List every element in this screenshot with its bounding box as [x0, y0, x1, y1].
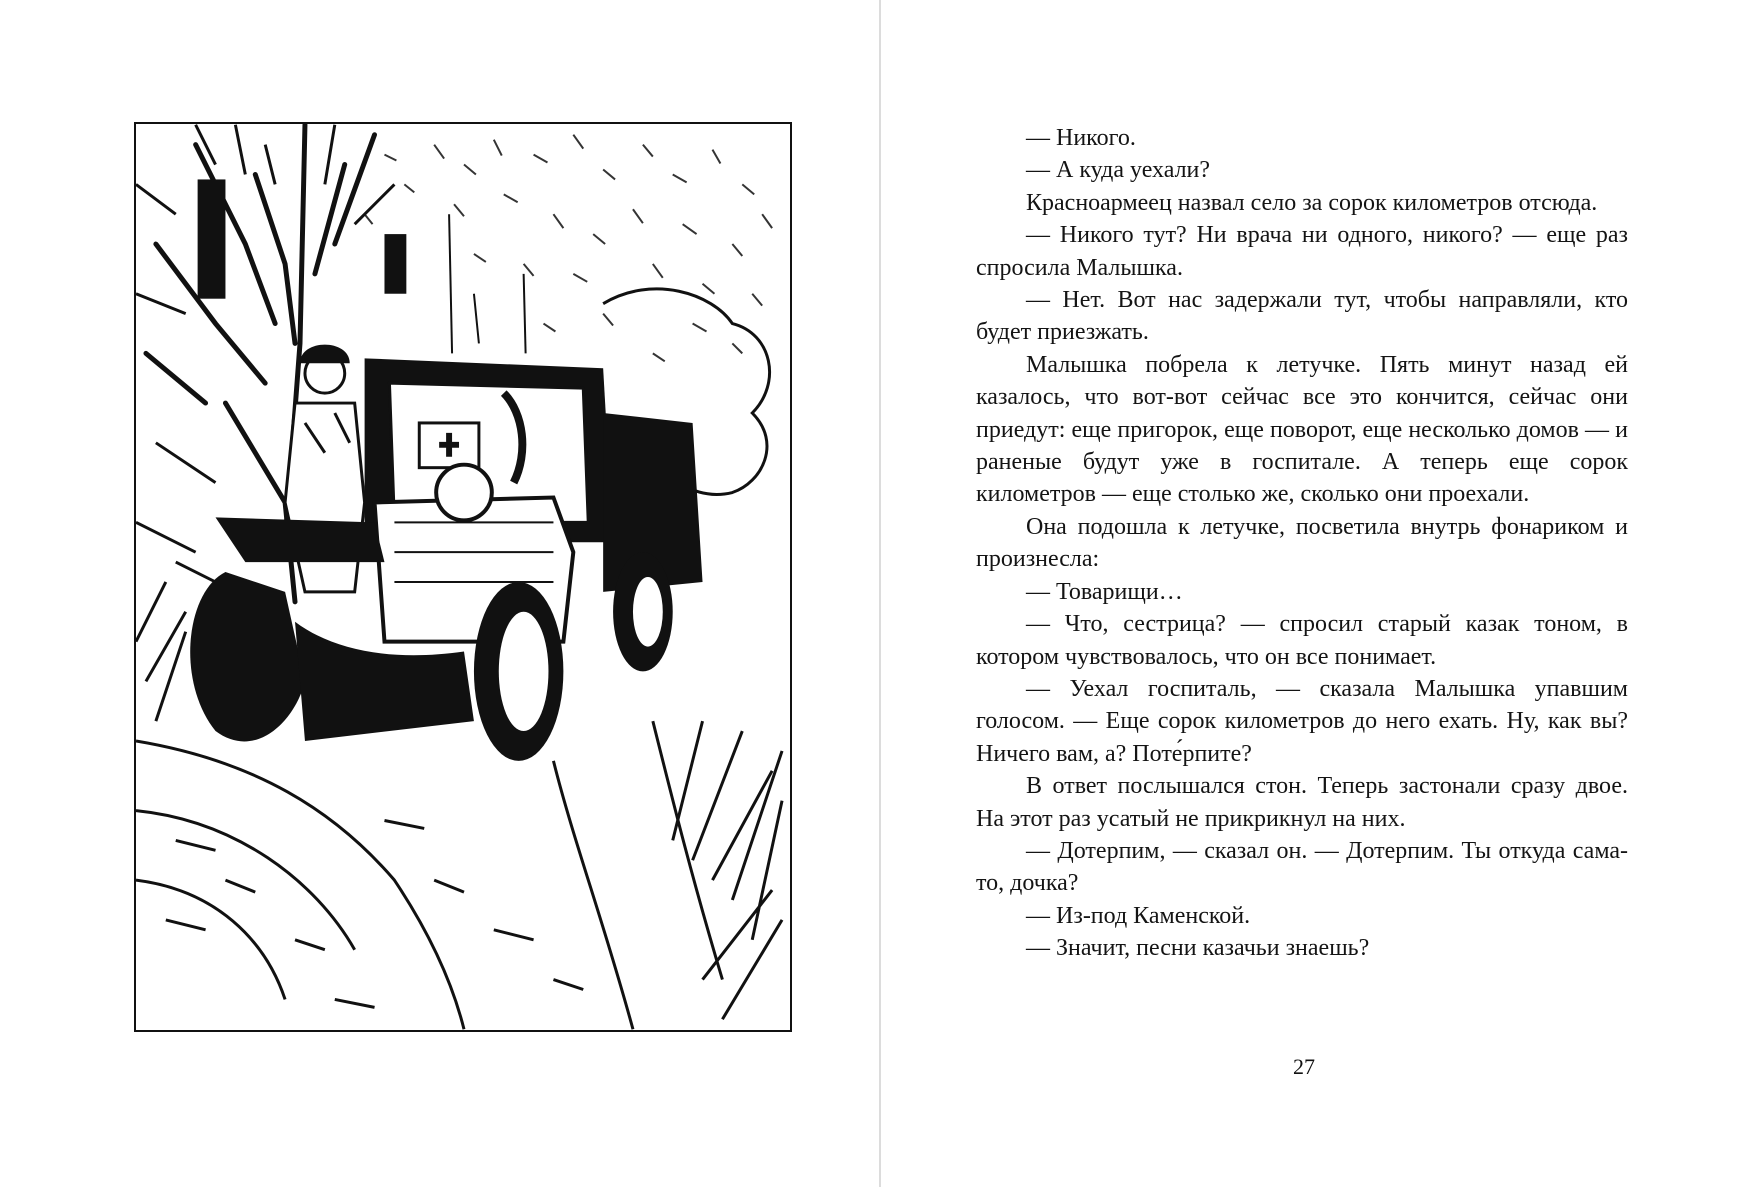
paragraph: — Никого. [1026, 125, 1136, 151]
body-text [976, 122, 1628, 965]
paragraph: Она подошла к летучке, посветила внутрь фонариком и произнесла: [976, 513, 1628, 573]
truck-illustration-svg [136, 124, 790, 1030]
paragraph: В ответ послышался стон. Теперь застонали сразу двое. На этот раз усатый не прикрикнул на них. [976, 773, 1628, 832]
left-page [0, 0, 880, 1187]
page-number: 27 [1293, 1054, 1315, 1079]
paragraph: — Дотерпим, — сказал он. — Дотерпим. Ты откуда сама-то, дочка? [976, 837, 1628, 897]
paragraph: — Значит, песни казачьи знаешь? [1026, 935, 1370, 962]
paragraph: — Что, сестрица? — спросил старый казак тоном, в котором чувствовалось, что он все понимает. [976, 611, 1628, 670]
paragraph: — Уехал госпиталь, — сказала Малышка упавшим голосом. — Еще сорок километров до него ехать. Ну, как вы? Ничего вам, а? Поте́рпите? [976, 675, 1628, 767]
paragraph: Красноармеец назвал село за сорок километров отсюда. [1026, 189, 1598, 216]
paragraph: — Из-под Каменской. [1026, 902, 1251, 929]
illustration-truck-scene [134, 122, 792, 1032]
paragraph: — Товарищи… [1026, 578, 1183, 605]
paragraph: Малышка побрела к летучке. Пять минут назад ей казалось, что вот-вот сейчас все это кончится, сейчас они приедут: еще пригорок, еще поворот, еще несколько домов — и раненые будут уже в госпитале. А теперь еще сорок километров — еще столько же, сколько они проехали. [976, 351, 1628, 508]
paragraph: — А куда уехали? [1026, 157, 1211, 184]
ruined-chimney-1 [198, 179, 226, 298]
paragraph: — Нет. Вот нас задержали тут, чтобы направляли, кто будет приезжать. [976, 287, 1628, 346]
paragraph: — Никого тут? Ни врача ни одного, никого? — еще раз спросила Малышка. [976, 222, 1628, 281]
ruined-chimney-2 [384, 234, 406, 294]
